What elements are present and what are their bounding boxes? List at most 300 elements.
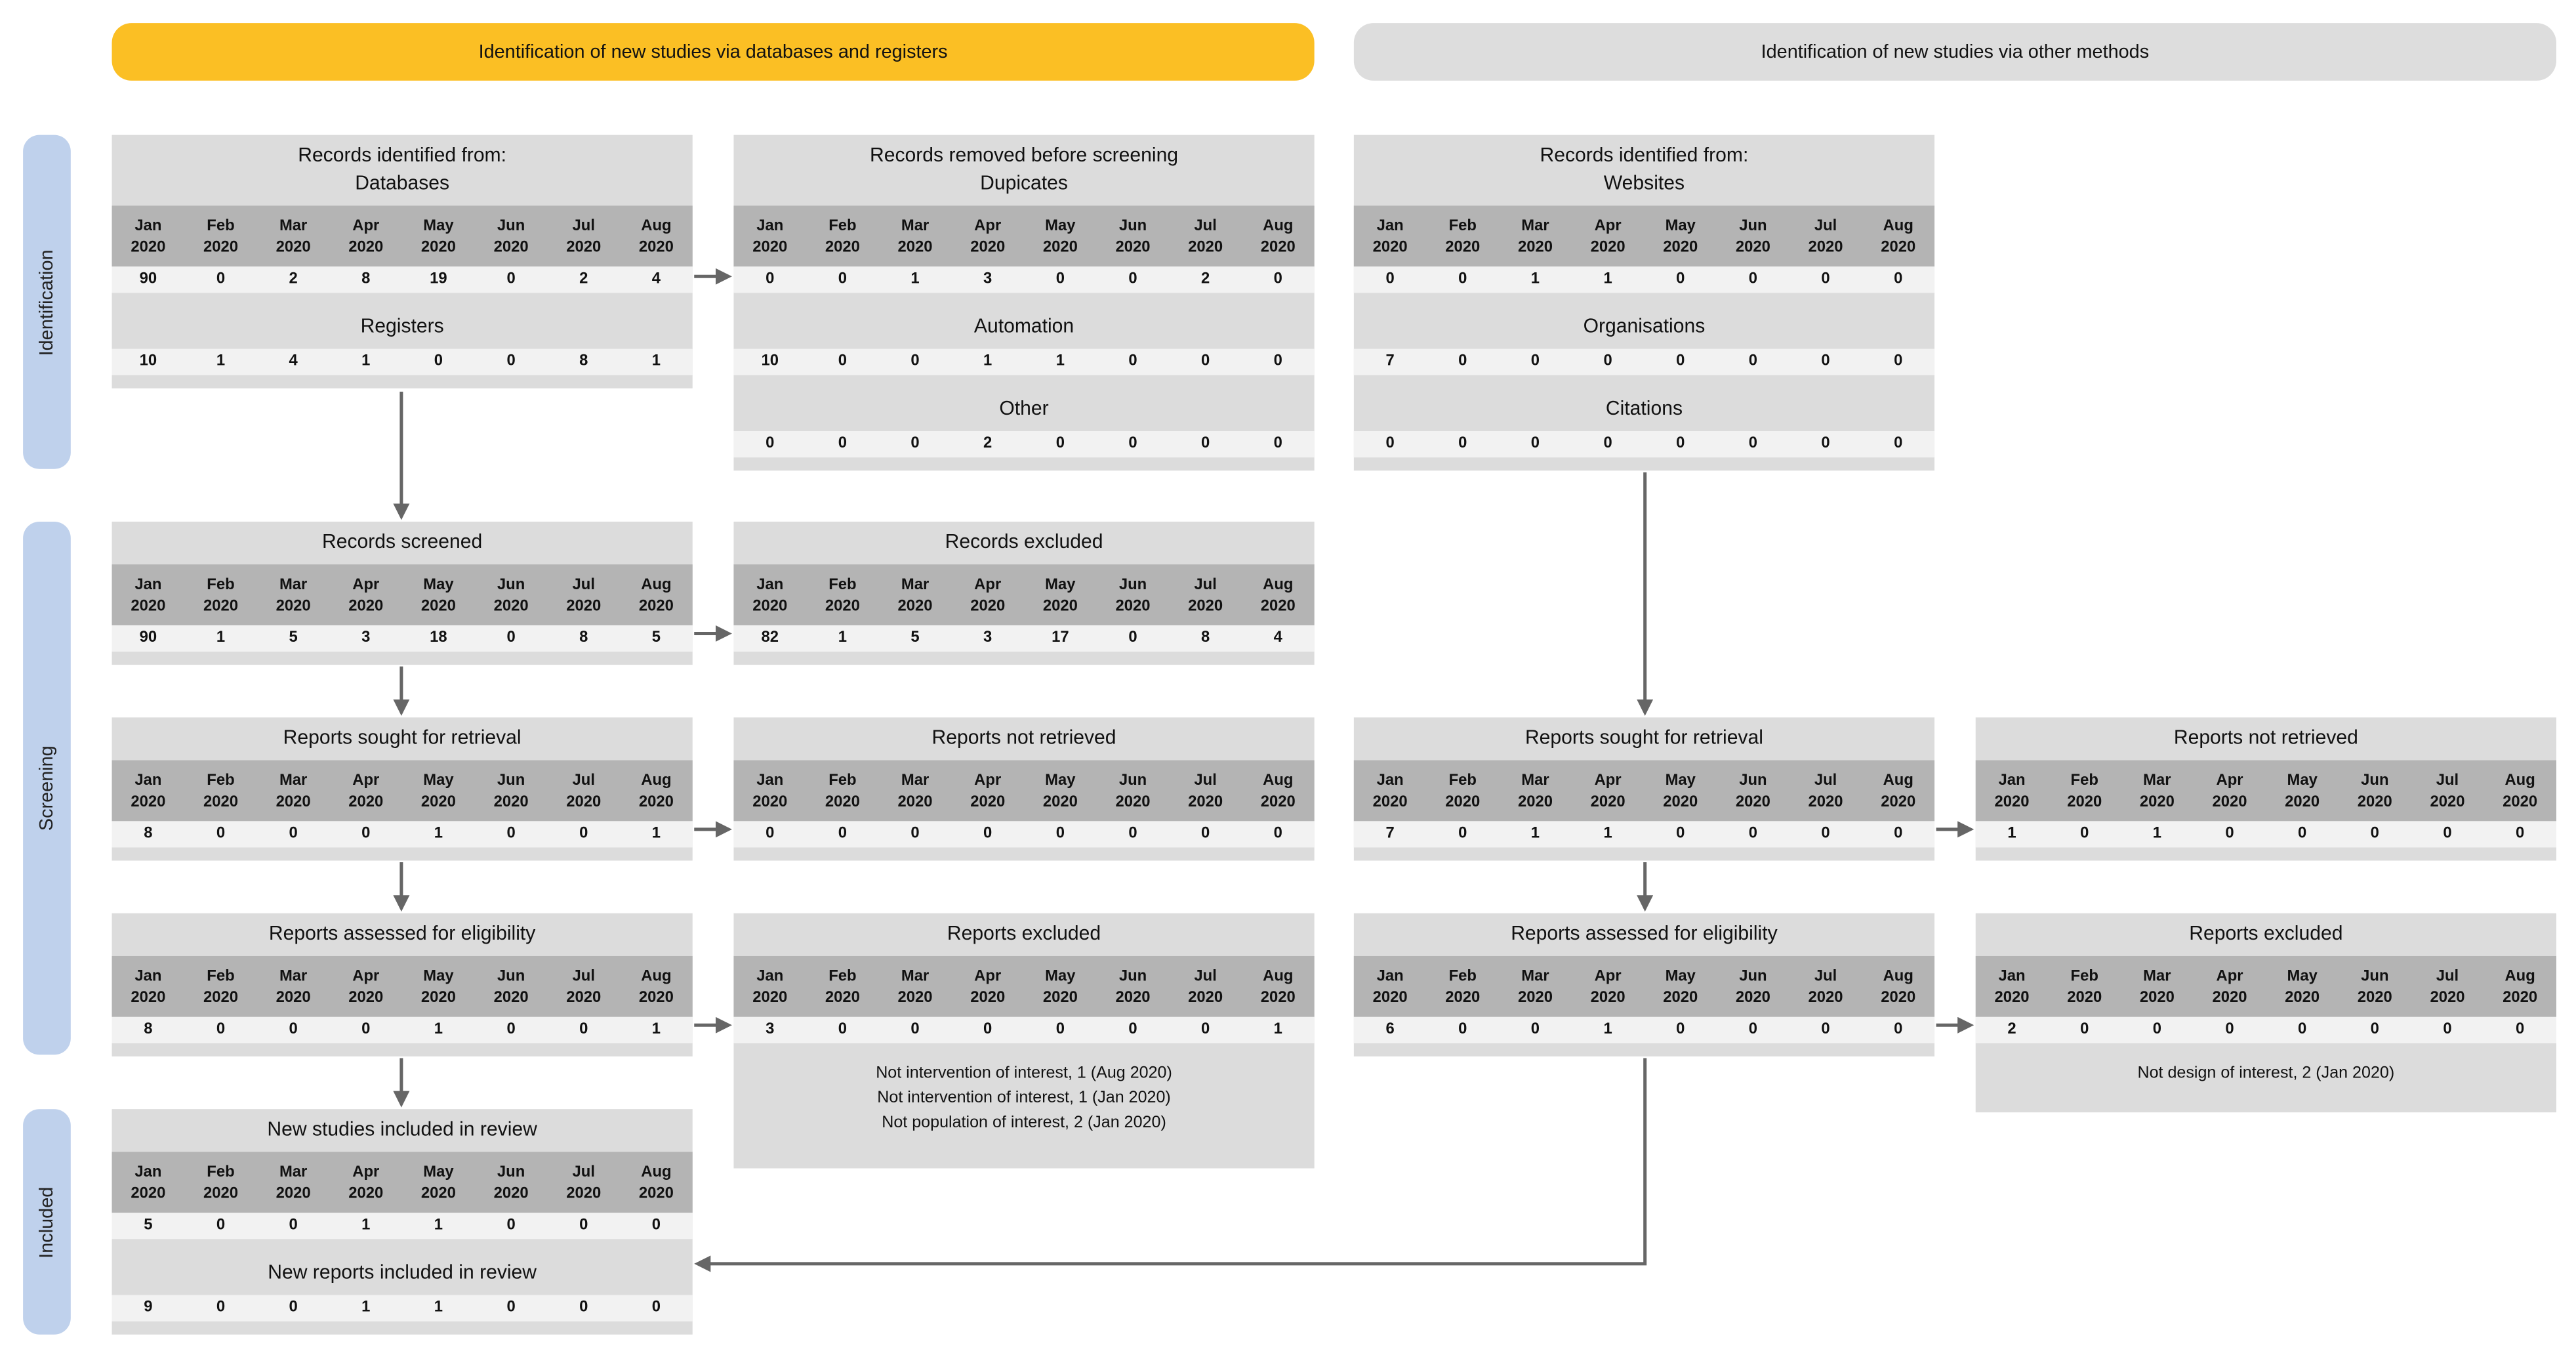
month-header-cell xyxy=(1024,205,1097,266)
value-cell: 9 xyxy=(144,1298,153,1317)
value-cell: 1 xyxy=(1603,1020,1612,1039)
month-header-cell xyxy=(1097,564,1170,625)
value-row xyxy=(112,821,693,847)
value-row xyxy=(1354,821,1934,847)
box-records-removed xyxy=(733,135,1314,471)
month-header-row xyxy=(1354,205,1934,266)
year-label: 2020 xyxy=(1517,792,1553,811)
month-label: Jun xyxy=(497,575,525,594)
value-cell: 5 xyxy=(651,628,661,647)
year-label: 2020 xyxy=(825,988,860,1007)
year-label: 2020 xyxy=(1808,988,1843,1007)
value-cell: 0 xyxy=(1201,824,1210,843)
month-label: May xyxy=(423,1162,454,1181)
month-header-cell xyxy=(257,564,330,625)
month-header-cell xyxy=(2411,956,2484,1017)
value-cell: 0 xyxy=(1273,352,1282,371)
value-cell: 0 xyxy=(579,824,588,843)
value-cell: 0 xyxy=(838,352,848,371)
month-header-cell xyxy=(475,761,548,822)
month-label: Feb xyxy=(828,770,857,789)
month-header-row xyxy=(1354,956,1934,1017)
value-cell: 0 xyxy=(1458,824,1467,843)
value-cell: 0 xyxy=(1894,434,1903,453)
month-header-cell xyxy=(1242,564,1315,625)
subsection-value-row xyxy=(112,1295,693,1322)
month-header-cell xyxy=(806,956,879,1017)
month-header-cell xyxy=(2121,761,2194,822)
month-label: Jun xyxy=(1739,967,1767,985)
banner-databases-label: Identification of new studies via databases and registers xyxy=(478,41,948,62)
subsection-value-row xyxy=(733,431,1314,457)
value-row xyxy=(733,625,1314,652)
year-label: 2020 xyxy=(970,596,1006,615)
box-records-identified-databases xyxy=(112,135,693,388)
value-cell: 1 xyxy=(1273,1020,1282,1039)
year-label: 2020 xyxy=(1260,792,1296,811)
month-label: Jan xyxy=(1376,770,1404,789)
year-label: 2020 xyxy=(1881,238,1916,256)
value-cell: 1 xyxy=(434,1020,443,1039)
value-cell: 0 xyxy=(434,352,443,371)
month-label: Aug xyxy=(641,967,672,985)
value-cell: 90 xyxy=(139,628,157,647)
month-label: May xyxy=(2287,770,2318,789)
month-label: Aug xyxy=(641,1162,672,1181)
month-header-cell xyxy=(1354,956,1427,1017)
value-cell: 0 xyxy=(289,1216,298,1234)
month-header-cell xyxy=(1242,205,1315,266)
month-label: Mar xyxy=(279,575,308,594)
month-label: Jul xyxy=(1194,967,1217,985)
value-cell: 0 xyxy=(2225,824,2234,843)
year-label: 2020 xyxy=(2067,988,2102,1007)
value-cell: 1 xyxy=(2152,824,2162,843)
exclusion-reason: Not population of interest, 2 (Jan 2020) xyxy=(882,1114,1166,1133)
value-cell: 8 xyxy=(579,352,588,371)
value-row xyxy=(1354,266,1934,293)
month-header-row xyxy=(1976,761,2556,822)
year-label: 2020 xyxy=(825,596,860,615)
value-cell: 0 xyxy=(579,1216,588,1234)
value-cell: 7 xyxy=(1385,824,1395,843)
value-row xyxy=(1976,1017,2556,1043)
month-header-row xyxy=(733,564,1314,625)
year-label: 2020 xyxy=(1188,792,1223,811)
month-label: Apr xyxy=(2216,967,2243,985)
month-label: Jun xyxy=(1118,216,1147,235)
month-header-cell xyxy=(402,1152,475,1213)
year-label: 2020 xyxy=(420,988,456,1007)
value-cell: 82 xyxy=(761,628,779,647)
year-label: 2020 xyxy=(566,238,602,256)
subsection-value-row xyxy=(1354,431,1934,457)
value-cell: 0 xyxy=(1530,352,1540,371)
box-title-line: Records screened xyxy=(321,530,483,553)
value-cell: 0 xyxy=(1458,1020,1467,1039)
month-label: Jun xyxy=(2361,770,2389,789)
month-header-cell xyxy=(951,205,1024,266)
value-cell: 0 xyxy=(1821,824,1830,843)
year-label: 2020 xyxy=(2139,792,2175,811)
value-cell: 1 xyxy=(1603,270,1612,288)
value-cell: 10 xyxy=(139,352,157,371)
month-header-cell xyxy=(112,205,185,266)
year-label: 2020 xyxy=(1808,792,1843,811)
month-label: May xyxy=(1665,216,1696,235)
month-label: Mar xyxy=(2143,770,2171,789)
box-title xyxy=(112,913,693,956)
phase-identification-label: Identification xyxy=(37,249,57,356)
month-label: Jul xyxy=(572,216,595,235)
value-cell: 1 xyxy=(651,1020,661,1039)
month-label: May xyxy=(1665,770,1696,789)
year-label: 2020 xyxy=(1260,596,1296,615)
month-header-cell xyxy=(733,761,806,822)
year-label: 2020 xyxy=(1517,238,1553,256)
subsection-value-row xyxy=(1354,349,1934,375)
year-label: 2020 xyxy=(897,596,933,615)
year-label: 2020 xyxy=(1372,988,1408,1007)
value-cell: 3 xyxy=(361,628,371,647)
value-row xyxy=(733,266,1314,293)
value-row xyxy=(733,1017,1314,1043)
month-header-cell xyxy=(184,761,257,822)
value-cell: 0 xyxy=(506,352,516,371)
month-label: Jan xyxy=(756,967,784,985)
year-label: 2020 xyxy=(493,988,529,1007)
month-header-cell xyxy=(112,761,185,822)
value-cell: 0 xyxy=(1128,628,1137,647)
value-cell: 1 xyxy=(434,824,443,843)
month-header-cell xyxy=(620,1152,693,1213)
month-label: May xyxy=(423,575,454,594)
year-label: 2020 xyxy=(752,596,788,615)
value-row xyxy=(733,821,1314,847)
month-header-cell xyxy=(329,761,402,822)
month-header-cell xyxy=(1097,956,1170,1017)
value-cell: 0 xyxy=(2298,824,2307,843)
month-header-cell xyxy=(1572,956,1645,1017)
box-title xyxy=(733,135,1314,206)
month-header-row xyxy=(733,956,1314,1017)
month-header-row xyxy=(112,564,693,625)
month-label: Feb xyxy=(1448,770,1477,789)
year-label: 2020 xyxy=(1260,238,1296,256)
year-label: 2020 xyxy=(825,792,860,811)
month-header-cell xyxy=(2048,956,2121,1017)
value-cell: 0 xyxy=(1458,352,1467,371)
value-cell: 0 xyxy=(766,270,775,288)
box-records-identified-other xyxy=(1354,135,1934,471)
month-header-cell xyxy=(1717,205,1789,266)
month-label: Aug xyxy=(1263,770,1294,789)
month-header-cell xyxy=(1789,956,1862,1017)
year-label: 2020 xyxy=(2503,988,2538,1007)
value-cell: 2 xyxy=(1201,270,1210,288)
month-header-cell xyxy=(1169,205,1242,266)
month-header-cell xyxy=(733,564,806,625)
value-cell: 0 xyxy=(2152,1020,2162,1039)
subsection-value-row xyxy=(112,349,693,375)
year-label: 2020 xyxy=(752,988,788,1007)
year-label: 2020 xyxy=(420,596,456,615)
month-header-cell xyxy=(1976,761,2049,822)
month-label: Jul xyxy=(572,967,595,985)
month-label: Mar xyxy=(901,216,930,235)
month-header-cell xyxy=(733,205,806,266)
month-header-cell xyxy=(1717,761,1789,822)
year-label: 2020 xyxy=(1590,792,1625,811)
month-header-cell xyxy=(547,761,620,822)
month-header-row xyxy=(733,205,1314,266)
month-header-cell xyxy=(547,205,620,266)
month-header-cell xyxy=(2484,761,2556,822)
year-label: 2020 xyxy=(2212,792,2247,811)
month-label: Jan xyxy=(134,216,162,235)
month-label: Jul xyxy=(1814,770,1837,789)
value-row xyxy=(112,625,693,652)
value-cell: 19 xyxy=(430,270,447,288)
value-cell: 0 xyxy=(1894,352,1903,371)
box-reports-not-retrieved-other xyxy=(1976,717,2556,860)
month-header-cell xyxy=(1789,205,1862,266)
value-cell: 4 xyxy=(1273,628,1282,647)
year-label: 2020 xyxy=(897,238,933,256)
month-header-cell xyxy=(2484,956,2556,1017)
value-cell: 0 xyxy=(1676,434,1685,453)
year-label: 2020 xyxy=(420,1184,456,1202)
box-title xyxy=(112,1109,693,1152)
month-header-cell xyxy=(1354,761,1427,822)
year-label: 2020 xyxy=(2285,792,2320,811)
box-title xyxy=(112,135,693,206)
year-label: 2020 xyxy=(1994,792,2030,811)
box-title-line: Reports excluded xyxy=(947,921,1101,945)
month-label: Aug xyxy=(641,575,672,594)
month-header-cell xyxy=(1499,956,1572,1017)
month-header-cell xyxy=(620,956,693,1017)
year-label: 2020 xyxy=(970,988,1006,1007)
month-label: Feb xyxy=(207,967,235,985)
month-label: Feb xyxy=(207,770,235,789)
value-cell: 0 xyxy=(2080,824,2089,843)
month-header-cell xyxy=(184,956,257,1017)
box-title-line: Reports not retrieved xyxy=(2173,725,2358,749)
value-cell: 0 xyxy=(651,1298,661,1317)
value-cell: 0 xyxy=(506,1020,516,1039)
year-label: 2020 xyxy=(1445,988,1481,1007)
phase-screening-label: Screening xyxy=(37,745,57,831)
month-header-cell xyxy=(951,956,1024,1017)
box-reports-excluded-other xyxy=(1976,913,2556,1112)
value-cell: 4 xyxy=(651,270,661,288)
year-label: 2020 xyxy=(638,1184,674,1202)
value-cell: 0 xyxy=(1458,434,1467,453)
month-header-cell xyxy=(1024,956,1097,1017)
box-title-line: Records identified from: xyxy=(298,143,507,167)
month-label: Jun xyxy=(497,216,525,235)
month-header-cell xyxy=(184,205,257,266)
year-label: 2020 xyxy=(203,988,238,1007)
month-header-row xyxy=(733,761,1314,822)
value-cell: 0 xyxy=(1676,1020,1685,1039)
month-header-cell xyxy=(329,564,402,625)
value-cell: 0 xyxy=(1128,1020,1137,1039)
month-header-row xyxy=(112,761,693,822)
month-header-cell xyxy=(1426,761,1499,822)
year-label: 2020 xyxy=(1735,238,1770,256)
month-header-cell xyxy=(879,205,952,266)
value-cell: 0 xyxy=(1821,1020,1830,1039)
year-label: 2020 xyxy=(638,238,674,256)
year-label: 2020 xyxy=(203,792,238,811)
value-cell: 0 xyxy=(1055,824,1065,843)
box-title xyxy=(1354,135,1934,206)
month-header-cell xyxy=(329,1152,402,1213)
month-header-cell xyxy=(475,564,548,625)
month-header-row xyxy=(1976,956,2556,1017)
year-label: 2020 xyxy=(1445,792,1481,811)
month-label: Mar xyxy=(1521,967,1549,985)
value-cell: 0 xyxy=(2080,1020,2089,1039)
month-label: Jul xyxy=(1814,967,1837,985)
value-cell: 0 xyxy=(1748,434,1758,453)
month-header-cell xyxy=(2121,956,2194,1017)
year-label: 2020 xyxy=(638,988,674,1007)
value-cell: 6 xyxy=(1385,1020,1395,1039)
month-header-cell xyxy=(1644,205,1717,266)
year-label: 2020 xyxy=(1735,792,1770,811)
value-cell: 3 xyxy=(983,270,992,288)
subsection-label: New reports included in review xyxy=(268,1260,537,1284)
month-label: Apr xyxy=(1594,216,1622,235)
month-header-cell xyxy=(547,564,620,625)
value-cell: 0 xyxy=(1530,1020,1540,1039)
month-label: Jan xyxy=(1998,967,2026,985)
month-label: Aug xyxy=(1883,216,1913,235)
year-label: 2020 xyxy=(1188,238,1223,256)
year-label: 2020 xyxy=(1663,988,1698,1007)
month-label: Jun xyxy=(497,770,525,789)
month-label: May xyxy=(423,216,454,235)
month-header-cell xyxy=(184,564,257,625)
month-label: Jan xyxy=(134,575,162,594)
value-cell: 0 xyxy=(216,824,226,843)
value-cell: 2 xyxy=(289,270,298,288)
month-header-cell xyxy=(112,564,185,625)
month-label: Aug xyxy=(1883,770,1913,789)
month-header-cell xyxy=(402,205,475,266)
value-cell: 0 xyxy=(2370,824,2379,843)
value-cell: 1 xyxy=(983,352,992,371)
value-cell: 1 xyxy=(1055,352,1065,371)
year-label: 2020 xyxy=(131,238,166,256)
value-cell: 0 xyxy=(1748,1020,1758,1039)
value-cell: 0 xyxy=(1273,270,1282,288)
month-label: Mar xyxy=(1521,770,1549,789)
value-row xyxy=(1976,821,2556,847)
value-cell: 3 xyxy=(766,1020,775,1039)
box-reports-assessed-other xyxy=(1354,913,1934,1056)
year-label: 2020 xyxy=(493,238,529,256)
year-label: 2020 xyxy=(970,238,1006,256)
value-cell: 10 xyxy=(761,352,779,371)
year-label: 2020 xyxy=(2357,988,2392,1007)
exclusion-reason: Not design of interest, 2 (Jan 2020) xyxy=(2137,1064,2395,1083)
month-label: Jul xyxy=(572,770,595,789)
value-cell: 90 xyxy=(139,270,157,288)
month-label: Apr xyxy=(352,216,380,235)
month-label: Jun xyxy=(497,967,525,985)
year-label: 2020 xyxy=(566,792,602,811)
month-header-cell xyxy=(475,1152,548,1213)
value-cell: 0 xyxy=(1273,824,1282,843)
month-label: Feb xyxy=(828,216,857,235)
year-label: 2020 xyxy=(638,792,674,811)
subsection-value-row xyxy=(733,349,1314,375)
year-label: 2020 xyxy=(1808,238,1843,256)
year-label: 2020 xyxy=(203,596,238,615)
exclusion-reasons xyxy=(733,1056,1314,1158)
value-cell: 0 xyxy=(2225,1020,2234,1039)
month-header-cell xyxy=(1862,956,1934,1017)
month-header-cell xyxy=(1354,205,1427,266)
box-title xyxy=(733,717,1314,760)
box-reports-sought-databases xyxy=(112,717,693,860)
value-cell: 2 xyxy=(983,434,992,453)
month-label: Feb xyxy=(1448,216,1477,235)
month-label: Aug xyxy=(1883,967,1913,985)
value-cell: 0 xyxy=(506,824,516,843)
value-cell: 0 xyxy=(216,1298,226,1317)
box-reports-not-retrieved-databases xyxy=(733,717,1314,860)
value-cell: 1 xyxy=(838,628,848,647)
value-cell: 0 xyxy=(2443,824,2452,843)
value-cell: 0 xyxy=(1894,824,1903,843)
month-label: Apr xyxy=(2216,770,2243,789)
value-cell: 0 xyxy=(838,270,848,288)
value-cell: 5 xyxy=(289,628,298,647)
month-header-cell xyxy=(1976,956,2049,1017)
value-cell: 0 xyxy=(361,1020,371,1039)
exclusion-reason: Not intervention of interest, 1 (Jan 2020) xyxy=(877,1089,1171,1108)
year-label: 2020 xyxy=(420,792,456,811)
value-cell: 0 xyxy=(1055,1020,1065,1039)
month-header-cell xyxy=(1426,205,1499,266)
value-cell: 0 xyxy=(506,1216,516,1234)
month-label: Mar xyxy=(279,216,308,235)
banner-other-methods-label: Identification of new studies via other methods xyxy=(1761,41,2150,62)
month-label: Mar xyxy=(279,967,308,985)
month-label: Jul xyxy=(2436,770,2459,789)
month-header-cell xyxy=(257,205,330,266)
month-header-cell xyxy=(733,956,806,1017)
year-label: 2020 xyxy=(566,988,602,1007)
box-records-excluded xyxy=(733,522,1314,665)
value-cell: 0 xyxy=(216,1216,226,1234)
box-records-screened xyxy=(112,522,693,665)
month-label: Jul xyxy=(2436,967,2459,985)
value-cell: 0 xyxy=(766,824,775,843)
box-title xyxy=(733,913,1314,956)
month-header-cell xyxy=(1426,956,1499,1017)
year-label: 2020 xyxy=(1042,988,1078,1007)
month-header-cell xyxy=(879,956,952,1017)
month-header-cell xyxy=(1169,761,1242,822)
year-label: 2020 xyxy=(2285,988,2320,1007)
month-label: Jul xyxy=(1194,575,1217,594)
